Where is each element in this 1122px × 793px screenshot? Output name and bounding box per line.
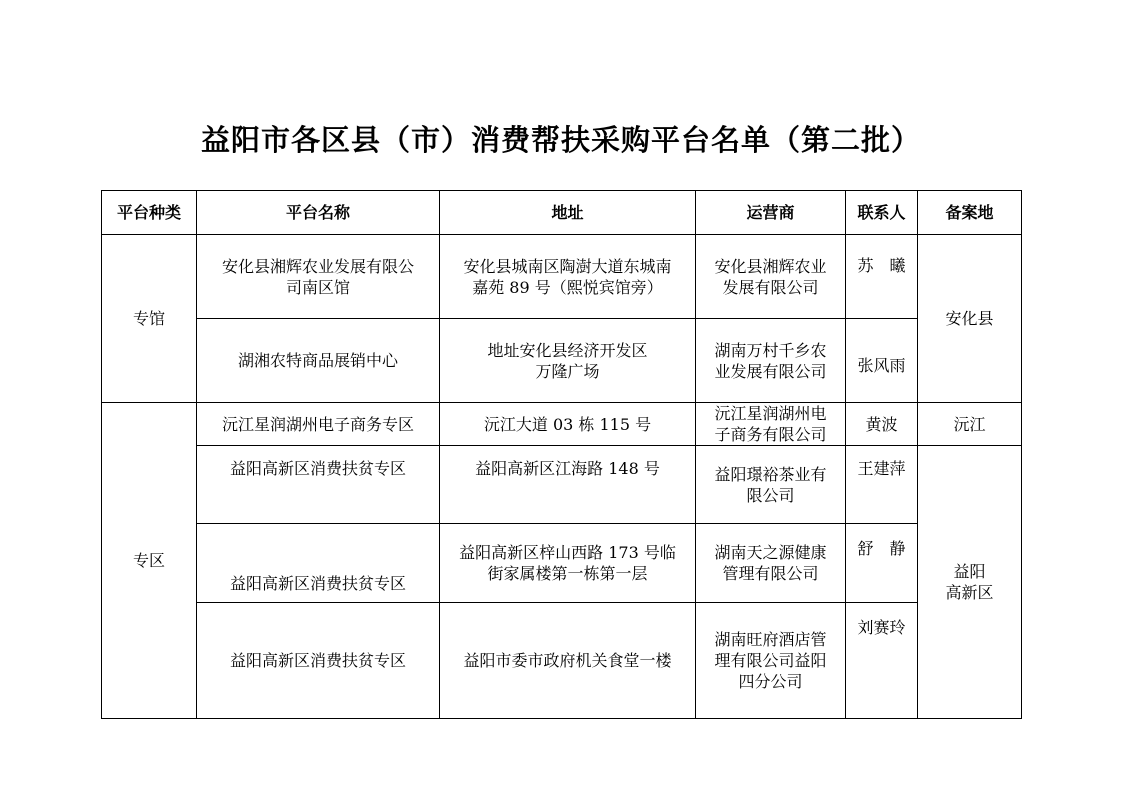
address-cell: 地址安化县经济开发区 万隆广场 — [440, 319, 696, 403]
platform-type-cell: 专区 — [102, 403, 197, 719]
platform-name-cell: 益阳高新区消费扶贫专区 — [197, 603, 440, 719]
platform-list-table — [101, 190, 1022, 719]
contact-cell: 王建萍 — [846, 446, 918, 524]
filing-location-cell: 安化县 — [918, 235, 1022, 403]
platform-type-cell: 专馆 — [102, 235, 197, 403]
operator-cell: 益阳璟裕茶业有 限公司 — [696, 446, 846, 524]
contact-cell: 舒 静 — [846, 524, 918, 603]
contact-cell: 黄波 — [846, 403, 918, 446]
platform-name-cell: 沅江星润湖州电子商务专区 — [197, 403, 440, 446]
contact-cell: 苏 曦 — [846, 235, 918, 319]
header-platform-type: 平台种类 — [102, 191, 197, 235]
table-row — [102, 524, 1022, 603]
filing-location-cell: 益阳 高新区 — [918, 446, 1022, 719]
platform-name-cell: 益阳高新区消费扶贫专区 — [197, 524, 440, 603]
header-filing-location: 备案地 — [918, 191, 1022, 235]
header-operator: 运营商 — [696, 191, 846, 235]
address-cell: 益阳高新区梓山西路 173 号临 街家属楼第一栋第一层 — [440, 524, 696, 603]
table-row — [102, 446, 1022, 524]
operator-cell: 沅江星润湖州电 子商务有限公司 — [696, 403, 846, 446]
address-cell: 益阳高新区江海路 148 号 — [440, 446, 696, 524]
header-platform-name: 平台名称 — [197, 191, 440, 235]
platform-name-cell: 湖湘农特商品展销中心 — [197, 319, 440, 403]
filing-location-cell: 沅江 — [918, 403, 1022, 446]
address-cell: 沅江大道 03 栋 115 号 — [440, 403, 696, 446]
operator-cell: 湖南天之源健康 管理有限公司 — [696, 524, 846, 603]
table-row — [102, 319, 1022, 403]
table-row — [102, 403, 1022, 446]
header-contact: 联系人 — [846, 191, 918, 235]
contact-cell: 张风雨 — [846, 319, 918, 403]
table-row — [102, 603, 1022, 719]
platform-name-cell: 益阳高新区消费扶贫专区 — [197, 446, 440, 524]
platform-name-cell: 安化县湘辉农业发展有限公 司南区馆 — [197, 235, 440, 319]
table-row — [102, 235, 1022, 319]
operator-cell: 湖南万村千乡农 业发展有限公司 — [696, 319, 846, 403]
header-address: 地址 — [440, 191, 696, 235]
address-cell: 益阳市委市政府机关食堂一楼 — [440, 603, 696, 719]
contact-cell: 刘赛玲 — [846, 603, 918, 719]
operator-cell: 安化县湘辉农业 发展有限公司 — [696, 235, 846, 319]
address-cell: 安化县城南区陶澍大道东城南 嘉苑 89 号（熙悦宾馆旁） — [440, 235, 696, 319]
table-header-row — [102, 191, 1022, 235]
operator-cell: 湖南旺府酒店管 理有限公司益阳 四分公司 — [696, 603, 846, 719]
document-title: 益阳市各区县（市）消费帮扶采购平台名单（第二批） — [200, 123, 921, 157]
